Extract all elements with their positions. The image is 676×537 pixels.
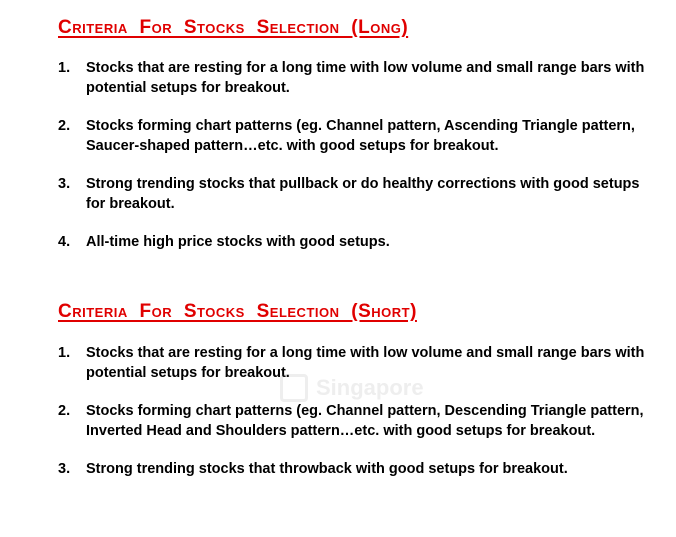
item-number: 3.: [58, 176, 71, 192]
short-criteria-section: [58, 300, 658, 499]
item-text: All-time high price stocks with good setups.: [86, 234, 390, 250]
item-text: Stocks forming chart patterns (eg. Channel pattern, Ascending Triangle pattern, Saucer-shaped pattern…etc. with good setups for breakout.: [86, 118, 635, 154]
short-criteria-heading: Criteria For Stocks Selection (Short): [58, 301, 417, 322]
watermark-text: Singapore: [316, 375, 424, 400]
item-number: 3.: [58, 461, 71, 477]
list-item: [58, 175, 658, 214]
item-number: 1.: [58, 345, 71, 361]
item-text: Stocks that are resting for a long time with low volume and small range bars with potential setups for breakout.: [86, 60, 645, 96]
item-text: Stocks that are resting for a long time with low volume and small range bars with potential setups for breakout.: [86, 345, 645, 381]
item-text: Stocks forming chart patterns (eg. Channel pattern, Descending Triangle pattern, Inverted Head and Shoulders pattern…etc. with good setups for breakout.: [86, 403, 644, 439]
item-number: 2.: [58, 118, 71, 134]
long-criteria-section: [58, 16, 658, 272]
item-number: 1.: [58, 60, 71, 76]
list-item: [58, 59, 658, 98]
item-text: Strong trending stocks that throwback with good setups for breakout.: [86, 461, 568, 477]
list-item: [58, 344, 658, 383]
long-criteria-heading: Criteria For Stocks Selection (Long): [58, 17, 409, 38]
list-item: [58, 402, 658, 441]
long-criteria-list: [58, 59, 658, 253]
short-criteria-list: [58, 344, 658, 480]
list-item: [58, 117, 658, 156]
list-item: [58, 460, 658, 480]
item-number: 4.: [58, 234, 71, 250]
item-text: Strong trending stocks that pullback or do healthy corrections with good setups for breakout.: [86, 176, 640, 212]
list-item: [58, 233, 658, 253]
item-number: 2.: [58, 403, 71, 419]
